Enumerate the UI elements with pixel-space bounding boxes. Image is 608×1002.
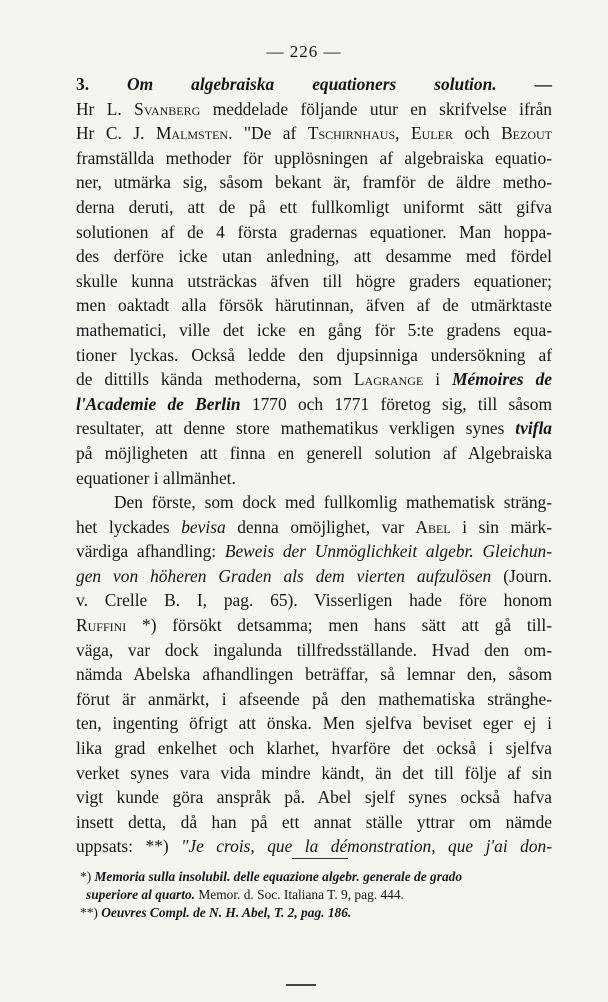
footnotes xyxy=(80,868,552,922)
text-line: verket synes vara vida mindre kändt, än det till följe af sin xyxy=(76,762,552,783)
footnote-1: *) Memoria sulla insolubil. delle equazione algebr. generale de grado xyxy=(80,869,463,884)
text-line: v. Crelle B. I, pag. 65). Visserligen hade före honom xyxy=(76,590,552,611)
text-line: vigt kunde göra anspråk på. Abel sjelf synes också hafva xyxy=(76,787,552,808)
text-line: uppsats: **) "Je crois, que la démonstration, que j'ai don- xyxy=(76,836,552,857)
text-line: resultater, att denne store mathematikus verkligen synes tvifla xyxy=(76,418,552,439)
text-line: insett detta, då han på ett annat ställe yttrar om nämde xyxy=(76,811,552,832)
text-line: skulle kunna utsträckas äfven till högre graders equationer; xyxy=(76,270,552,291)
text-line: ner, utmärka sig, såsom bekant är, framför de äldre metho- xyxy=(76,172,552,193)
footnote-1-cont: superiore al quarto. Memor. d. Soc. Italiana T. 9, pag. 444. xyxy=(86,887,404,902)
body-text xyxy=(76,72,552,859)
section-title: Om algebraiska equationers solution. xyxy=(127,74,497,94)
text-line: värdiga afhandling: Beweis der Unmöglichkeit algebr. Gleichun- xyxy=(76,541,553,562)
text-line: equationer i allmänhet. xyxy=(76,467,236,488)
page-number: — 226 — xyxy=(266,42,342,61)
text-line: på möjligheten att finna en generell solution af Algebraiska xyxy=(76,442,552,463)
text-line: tioner lyckas. Också ledde den djupsinniga undersökning af xyxy=(76,344,552,365)
text-line: de dittills kända methoderna, som Lagrange i Mémoires de xyxy=(76,369,552,390)
text-line: mathematici, ville det icke en gång för 5:te gradens equa- xyxy=(76,319,552,340)
text-line: Hr L. Svanberg meddelade följande utur en skrifvelse ifrån xyxy=(76,98,552,119)
text-line: ten, ingenting öfrigt att önska. Men sjelfva beviset eger ej i xyxy=(76,713,552,734)
text-line: men oaktadt alla försök härutinnan, äfven af de utmärktaste xyxy=(76,295,552,316)
paragraph-2 xyxy=(76,490,552,859)
text-line: nämda Abelska afhandlingen beträffar, så lemnar den, såsom xyxy=(76,664,552,685)
text-line: gen von höheren Graden als dem vierten aufzulösen (Journ. xyxy=(76,565,552,586)
text-line: framställda methoder för upplösningen af algebraiska equatio- xyxy=(76,147,552,168)
text-line: solutionen af de 4 första gradernas equationer. Man hoppa- xyxy=(76,221,552,242)
text-line: Den förste, som dock med fullkomlig mathematisk sträng- xyxy=(114,492,552,513)
section-heading xyxy=(76,72,552,97)
text-line: Hr C. J. Malmsten. "De af Tschirnhaus, Euler och Bezout xyxy=(76,123,552,144)
text-line: väga, var dock ingalunda tillfredsställande. Hvad den om- xyxy=(76,639,552,660)
text-line: l'Academie de Berlin 1770 och 1771 företog sig, till såsom xyxy=(76,393,552,414)
text-line: het lyckades bevisa denna omöjlighet, var Abel i sin märk- xyxy=(76,516,552,537)
footnote-rule xyxy=(292,858,348,859)
footnote-2: **) Oeuvres Compl. de N. H. Abel, T. 2, pag. 186. xyxy=(80,905,352,920)
signature-mark xyxy=(286,984,316,986)
text-line: des derföre icke utan anledning, att desamme med fördel xyxy=(76,246,552,267)
text-line: derna deruti, att de på ett fullkomligt uniformt sätt gifva xyxy=(76,196,552,217)
text-line: Ruffini *) försökt detsamma; men hans sätt att gå till- xyxy=(76,615,552,636)
text-line: förut är anmärkt, i afseende på den mathematiska stränghe- xyxy=(76,688,552,709)
section-dash: — xyxy=(534,74,552,94)
section-number: 3. xyxy=(76,74,90,94)
text-line: lika grad enkelhet och klarhet, hvarföre det också i sjelfva xyxy=(76,738,552,759)
paragraph-1 xyxy=(76,97,552,491)
